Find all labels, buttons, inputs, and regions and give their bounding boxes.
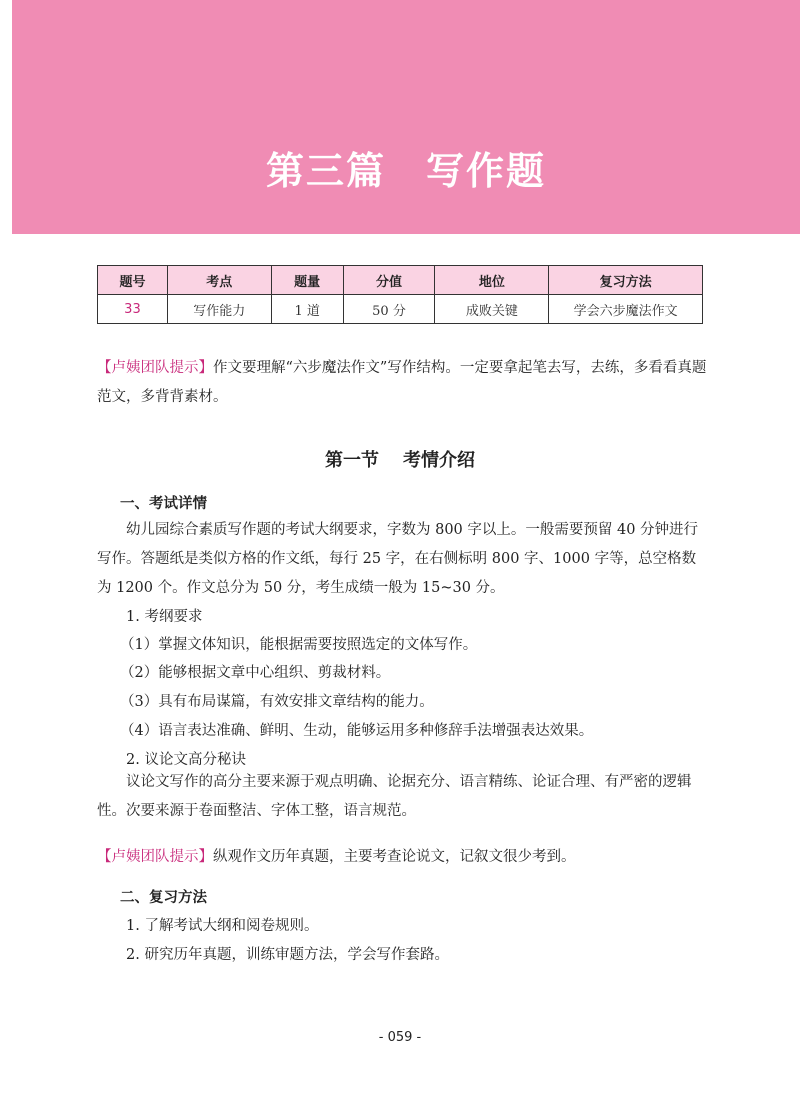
tip-label: 【卢姨团队提示】 <box>97 849 213 865</box>
exam-info-table <box>97 265 703 324</box>
header-question-no: 题号 <box>98 266 168 295</box>
tip-label: 【卢姨团队提示】 <box>97 360 213 376</box>
chapter-title <box>12 140 800 195</box>
list-item: （3）具有布局谋篇，有效安排文章结构的能力。 <box>120 694 434 710</box>
heading-review-method: 二、复习方法 <box>120 890 207 906</box>
tip-text: 纵观作文历年真题，主要考查论说文，记叙文很少考到。 <box>213 849 576 865</box>
list-item: 2. 研究历年真题，训练审题方法，学会写作套路。 <box>126 947 449 963</box>
cell-score: 50 分 <box>343 295 435 324</box>
tip-text: 作文要理解“六步魔法作文”写作结构。一定要拿起笔去写，去练，多看看真题范文，多背背素材。 <box>97 360 707 405</box>
header-score: 分值 <box>343 266 435 295</box>
list-item: 1. 了解考试大纲和阅卷规则。 <box>126 918 319 934</box>
cell-method: 学会六步魔法作文 <box>549 295 703 324</box>
section-title <box>0 446 800 472</box>
subheading-essay-tips: 2. 议论文高分秘诀 <box>126 752 246 768</box>
header-quantity: 题量 <box>271 266 343 295</box>
header-topic: 考点 <box>167 266 271 295</box>
cell-quantity: 1 道 <box>271 295 343 324</box>
list-item: （1）掌握文体知识，能根据需要按照选定的文体写作。 <box>120 637 478 653</box>
page-number: - 059 - <box>378 1030 422 1045</box>
heading-exam-details: 一、考试详情 <box>120 496 207 512</box>
cell-question-no: 33 <box>98 295 168 324</box>
chapter-name: 写作题 <box>426 149 547 193</box>
cell-topic: 写作能力 <box>167 295 271 324</box>
essay-tips-paragraph: 议论文写作的高分主要来源于观点明确、论据充分、语言精练、论证合理、有严密的逻辑性。次要来源于卷面整洁、字体工整，语言规范。 <box>97 774 692 819</box>
section-name: 考情介绍 <box>403 450 475 471</box>
header-method: 复习方法 <box>549 266 703 295</box>
table-row <box>98 295 703 324</box>
cell-status: 成败关键 <box>435 295 549 324</box>
chapter-banner <box>12 0 800 234</box>
table-header-row <box>98 266 703 295</box>
tip-paragraph-2 <box>97 845 576 866</box>
chapter-part: 第三篇 <box>265 149 386 193</box>
tip-paragraph-1 <box>97 354 707 412</box>
section-number: 第一节 <box>325 450 379 471</box>
header-status: 地位 <box>435 266 549 295</box>
list-item: （4）语言表达准确、鲜明、生动，能够运用多种修辞手法增强表达效果。 <box>120 723 594 739</box>
list-item: （2）能够根据文章中心组织、剪裁材料。 <box>120 665 391 681</box>
subheading-syllabus: 1. 考纲要求 <box>126 609 203 625</box>
exam-intro-paragraph: 幼儿园综合素质写作题的考试大纲要求，字数为 800 字以上。一般需要预留 40 分钟进行写作。答题纸是类似方格的作文纸，每行 25 字，在右侧标明 800 字、1000 字等，总空格数为 1200 个。作文总分为 50 分，考生成绩一般为 15~30 分。 <box>97 522 699 596</box>
